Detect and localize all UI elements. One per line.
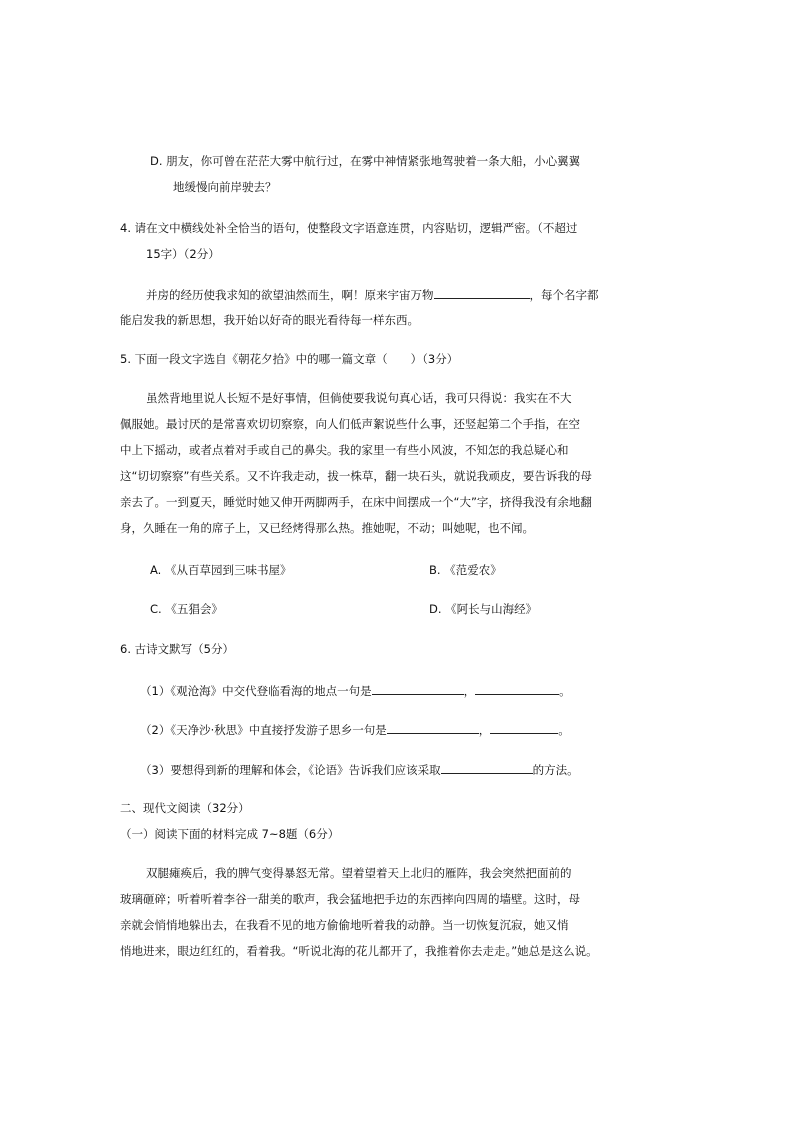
q6-item1-prompt: （1）《观沧海》中交代登临看海的地点一句是 [140, 684, 372, 698]
q4-text-line2: 能启发我的新思想，我开始以好奇的眼光看待每一样东西。 [120, 313, 419, 327]
q5-passage-line: 中上下摇动，或者点着对手或自己的鼻尖。我的家里一有些小风波，不知怎的我总疑心和 [120, 443, 569, 457]
section2-passage-line: 双腿瘫痪后，我的脾气变得暴怒无常。望着望着天上北归的雁阵，我会突然把面前的 [146, 866, 572, 880]
q5-passage-line: 亲去了。一到夏天，睡觉时她又伸开两脚两手，在床中间摆成一个“大”字，挤得我没有余地翻 [120, 495, 592, 509]
q4-title-line1: 4. 请在文中横线处补全恰当的语句，使整段文字语意连贯，内容贴切，逻辑严密。（不超过 [120, 221, 578, 235]
q6-item1-end: 。 [559, 684, 571, 698]
q4-text-line1 [146, 286, 599, 303]
q6-item2-prompt: （2）《天净沙·秋思》中直接抒发游子思乡一句是 [140, 723, 387, 737]
section2-subtitle: （一）阅读下面的材料完成 7~8题（6分） [120, 827, 340, 841]
q6-item3 [140, 761, 579, 778]
section2-title: 二、现代文阅读（32分） [120, 801, 250, 815]
q5-option-d[interactable]: D. 《阿长与山海经》 [429, 602, 538, 616]
q6-item3-prompt: （3）要想得到新的理解和体会，《论语》告诉我们应该采取 [140, 763, 441, 777]
q6-item3-end: 的方法。 [532, 763, 579, 777]
q6-item1-separator: ， [463, 684, 476, 698]
q6-item1 [140, 682, 571, 699]
section2-passage-line: 亲就会悄悄地躲出去，在我看不见的地方偷偷地听着我的动静。当一切恢复沉寂，她又悄 [120, 918, 569, 932]
q5-passage-line: 身，久睡在一角的席子上，又已经烤得那么热。推她呢，不动；叫她呢，也不闻。 [120, 521, 534, 535]
q4-title-line2: 15字）（2分） [146, 247, 220, 261]
q5-title: 5. 下面一段文字选自《朝花夕拾》中的哪一篇文章（ ）（3分） [120, 352, 459, 366]
q3-option-d-line1: D. 朋友，你可曾在茫茫大雾中航行过，在雾中神情紧张地驾驶着一条大船，小心翼翼 [150, 154, 581, 168]
q5-passage-line: 虽然背地里说人长短不是好事情，但倘使要我说句真心话，我可只得说：我实在不大 [146, 391, 572, 405]
q6-title: 6. 古诗文默写（5分） [120, 642, 234, 656]
q5-option-b[interactable]: B. 《范爱农》 [429, 563, 502, 577]
q6-item3-blank[interactable] [441, 761, 533, 774]
q6-item2-blank-1[interactable] [387, 721, 479, 734]
q6-item1-blank-1[interactable] [372, 682, 464, 695]
section2-passage-line: 玻璃砸碎；听着听着李谷一甜美的歌声，我会猛地把手边的东西摔向四周的墙壁。这时，母 [120, 892, 580, 906]
q4-text-part-b: ，每个名字都 [529, 288, 599, 302]
q6-item2-end: 。 [558, 723, 570, 737]
q5-passage-line: 佩服她。最讨厌的是常喜欢切切察察，向人们低声絮说些什么事，还竖起第二个手指，在空 [120, 417, 580, 431]
q4-text-part-a: 并房的经历使我求知的欲望油然而生，啊！原来宇宙万物 [146, 288, 434, 302]
section2-passage-line: 悄地进来，眼边红红的，看着我。“听说北海的花儿都开了，我推着你去走走。”她总是这么说。 [120, 944, 598, 958]
q4-answer-blank[interactable] [434, 286, 530, 299]
q3-option-d-line2: 地缓慢向前岸驶去？ [173, 180, 277, 194]
q6-item1-blank-2[interactable] [475, 682, 559, 695]
q6-item2-blank-2[interactable] [490, 721, 558, 734]
q5-option-a[interactable]: A. 《从百草园到三味书屋》 [150, 563, 292, 577]
q5-passage-line: 这“切切察察”有些关系。又不许我走动，拔一株草，翻一块石头，就说我顽皮，要告诉我的母 [120, 469, 592, 483]
q6-item2 [140, 721, 570, 738]
q5-option-c[interactable]: C. 《五猖会》 [150, 602, 223, 616]
q6-item2-separator: ， [478, 723, 491, 737]
